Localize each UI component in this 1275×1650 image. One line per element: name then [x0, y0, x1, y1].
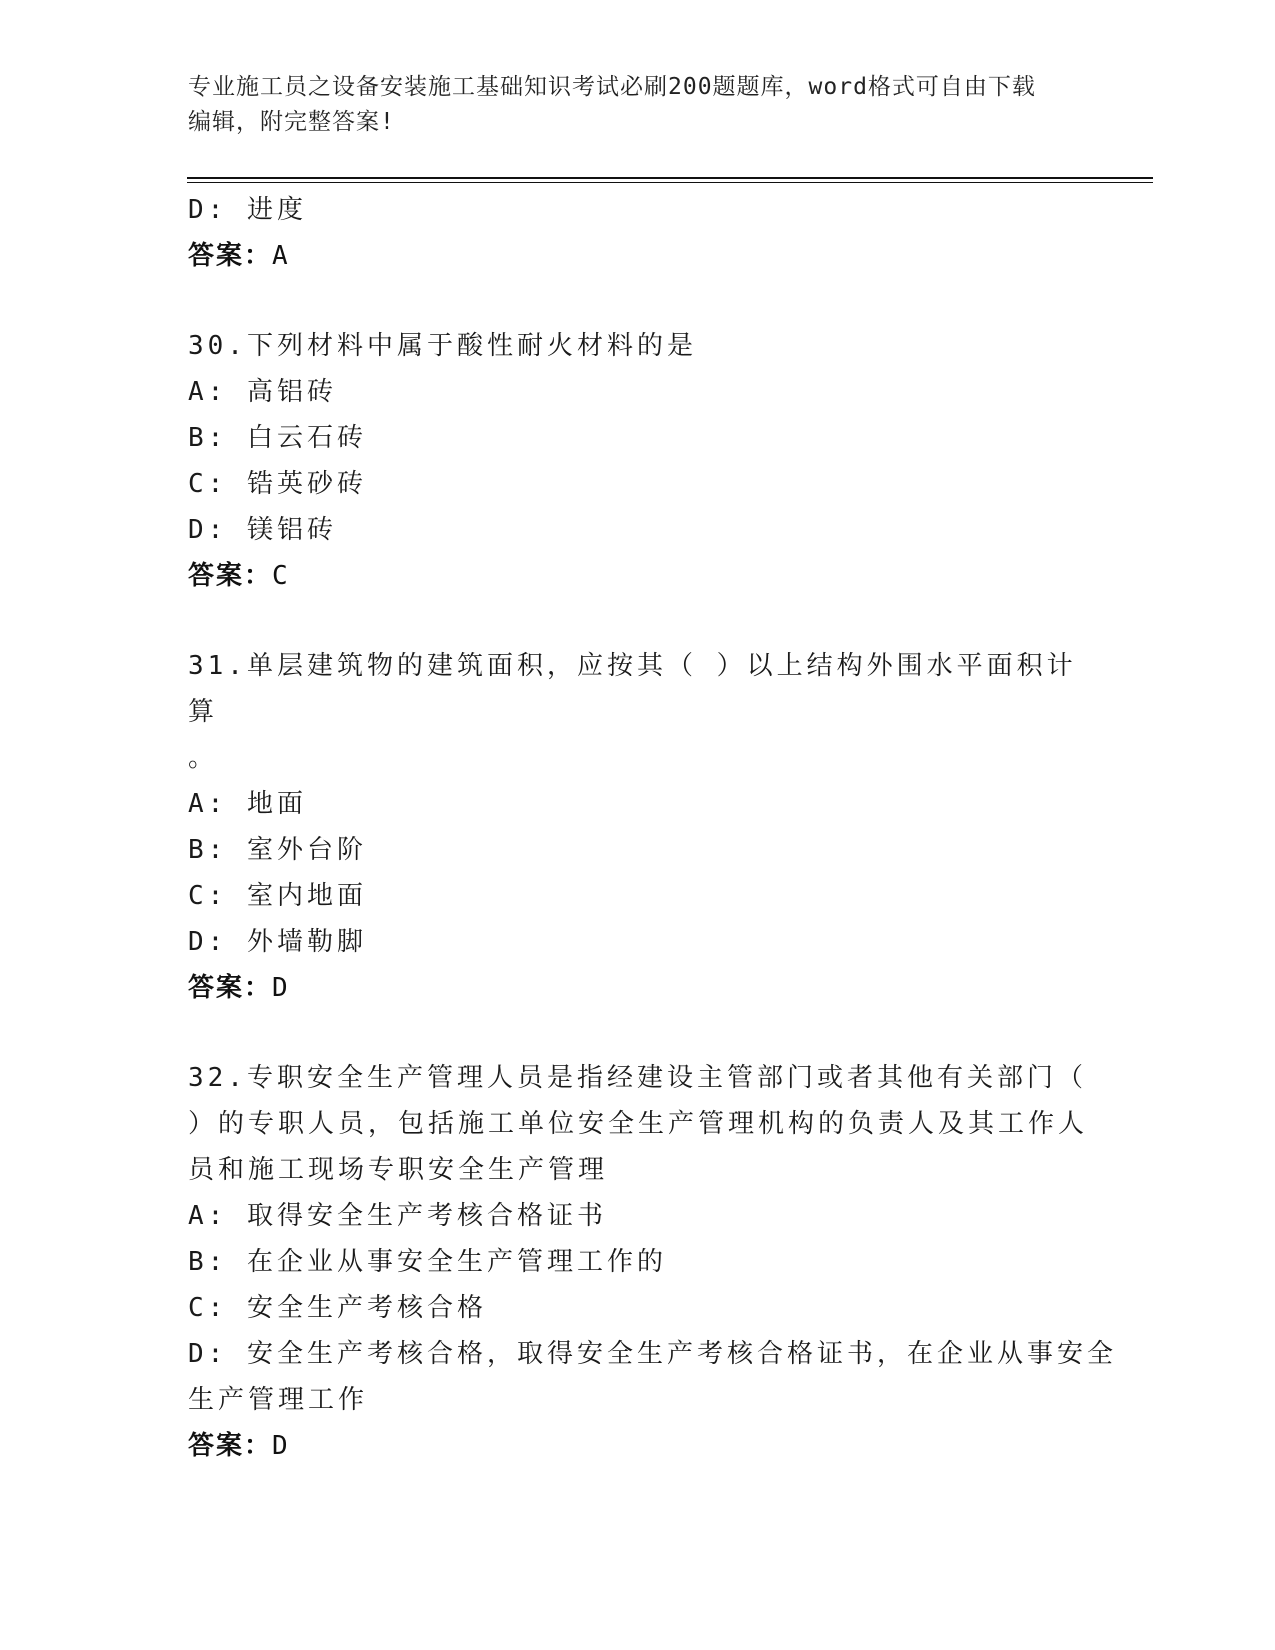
option-b: B: 室外台阶 [188, 835, 367, 865]
answer-line [188, 233, 1088, 279]
question-32 [188, 1055, 1117, 1469]
option-a: A: 地面 [188, 789, 307, 819]
answer-value: D [272, 973, 290, 1003]
document-header [188, 70, 1068, 140]
option-d: D: 安全生产考核合格，取得安全生产考核合格证书，在企业从事安全 [188, 1339, 1117, 1369]
option-c: C: 安全生产考核合格 [188, 1293, 487, 1323]
answer-line [188, 1423, 1088, 1469]
option-a: A: 高铝砖 [188, 377, 337, 407]
answer-label: 答案： [188, 561, 273, 591]
option-c: C: 室内地面 [188, 881, 367, 911]
spacer [188, 279, 1088, 323]
question-stem-continued: 员和施工现场专职安全生产管理 [188, 1155, 609, 1185]
answer-label: 答案： [188, 973, 273, 1003]
question-content [188, 187, 1117, 1469]
question-stem-continued: 。 [188, 743, 219, 773]
answer-value: D [272, 1431, 290, 1461]
spacer [188, 599, 1088, 643]
answer-label: 答案： [188, 1431, 273, 1461]
answer-label: 答案： [188, 241, 273, 271]
option-d-continued: 生产管理工作 [188, 1385, 369, 1415]
header-divider-thick [187, 177, 1153, 179]
header-divider-thin [187, 182, 1153, 183]
answer-line [188, 965, 1088, 1011]
question-31 [188, 643, 1088, 1011]
option-a: A: 取得安全生产考核合格证书 [188, 1201, 607, 1231]
option-b: B: 白云石砖 [188, 423, 367, 453]
header-line-2: 编辑，附完整答案! [188, 109, 395, 135]
answer-value: C [272, 561, 290, 591]
question-stem: 31.单层建筑物的建筑面积，应按其（ ）以上结构外围水平面积计算 [188, 651, 1077, 727]
question-stem: 30.下列材料中属于酸性耐火材料的是 [188, 331, 697, 361]
answer-line [188, 553, 1088, 599]
option-c: C: 锆英砂砖 [188, 469, 367, 499]
option-d: D: 镁铝砖 [188, 515, 337, 545]
header-line-1: 专业施工员之设备安装施工基础知识考试必刷200题题库，word格式可自由下载 [188, 74, 1036, 100]
question-stem-continued: ）的专职人员，包括施工单位安全生产管理机构的负责人及其工作人 [188, 1109, 1089, 1139]
carryover-question [188, 187, 1088, 279]
option-d: D: 进度 [188, 195, 307, 225]
spacer [188, 1011, 1088, 1055]
question-30 [188, 323, 1088, 599]
answer-value: A [272, 241, 290, 271]
option-b: B: 在企业从事安全生产管理工作的 [188, 1247, 667, 1277]
option-d: D: 外墙勒脚 [188, 927, 367, 957]
question-stem: 32.专职安全生产管理人员是指经建设主管部门或者其他有关部门（ [188, 1063, 1087, 1093]
